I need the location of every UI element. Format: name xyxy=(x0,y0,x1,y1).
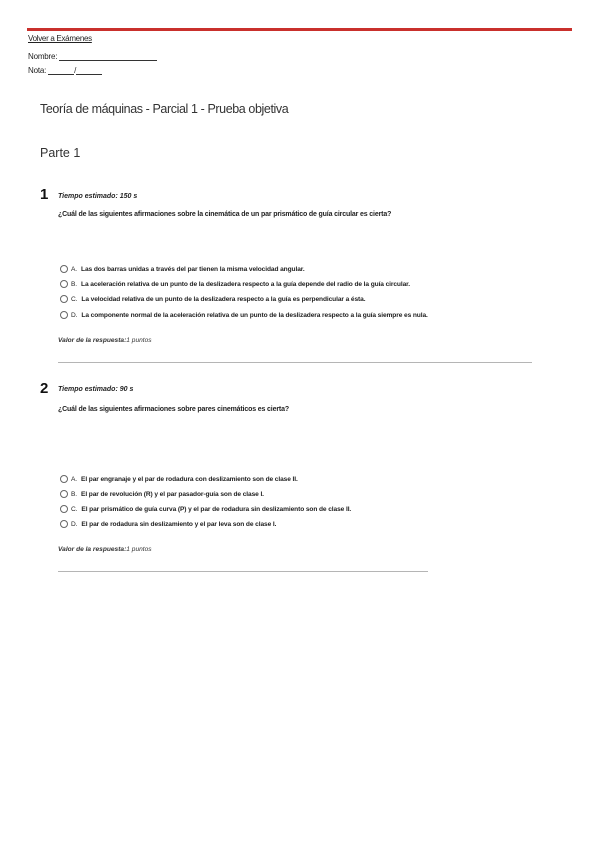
option-c[interactable] xyxy=(60,505,351,513)
question-text: ¿Cuál de las siguientes afirmaciones sobre pares cinemáticos es cierta? xyxy=(58,406,289,413)
question-number: 1 xyxy=(40,186,49,203)
option-b[interactable] xyxy=(60,280,410,288)
value-points: 1 puntos xyxy=(126,337,152,344)
option-letter: C. xyxy=(71,295,78,303)
grade-label: Nota: xyxy=(28,66,47,75)
option-text: Las dos barras unidas a través del par tienen la misma velocidad angular. xyxy=(81,265,305,273)
radio-button[interactable] xyxy=(60,490,68,498)
radio-button[interactable] xyxy=(60,280,68,288)
radio-button[interactable] xyxy=(60,475,68,483)
value-label: Valor de la respuesta: xyxy=(58,546,127,553)
radio-button[interactable] xyxy=(60,295,68,303)
radio-button[interactable] xyxy=(60,505,68,513)
question-text: ¿Cuál de las siguientes afirmaciones sobre la cinemática de un par prismático de guía circular es cierta? xyxy=(58,211,392,218)
question-time: Tiempo estimado: 90 s xyxy=(58,386,134,393)
option-letter: D. xyxy=(71,520,78,528)
value-label: Valor de la respuesta: xyxy=(58,337,127,344)
option-c[interactable] xyxy=(60,295,365,303)
value-points: 1 puntos xyxy=(126,546,152,553)
part-heading: Parte 1 xyxy=(40,146,81,160)
option-text: El par engranaje y el par de rodadura con deslizamiento son de clase II. xyxy=(81,475,298,483)
name-blank[interactable] xyxy=(59,52,157,61)
back-to-exams-link[interactable]: Volver a Exámenes xyxy=(28,34,92,43)
name-label: Nombre: xyxy=(28,52,58,61)
option-text: La velocidad relativa de un punto de la deslizadera respecto a la guía es perpendicular a ésta. xyxy=(81,295,366,303)
grade-field: Nota: / xyxy=(28,66,102,75)
name-field xyxy=(28,52,157,61)
option-d[interactable] xyxy=(60,311,428,319)
option-b[interactable] xyxy=(60,490,264,498)
option-letter: A. xyxy=(71,475,78,483)
option-a[interactable] xyxy=(60,265,305,273)
radio-button[interactable] xyxy=(60,265,68,273)
question-time: Tiempo estimado: 150 s xyxy=(58,193,138,200)
option-letter: C. xyxy=(71,505,78,513)
radio-button[interactable] xyxy=(60,311,68,319)
question-separator xyxy=(58,362,532,363)
option-text: La componente normal de la aceleración relativa de un punto de la deslizadera respecto a la guía siempre es nula. xyxy=(81,311,428,319)
answer-value xyxy=(58,337,152,344)
grade-blank[interactable] xyxy=(48,66,74,75)
exam-title: Teoría de máquinas - Parcial 1 - Prueba objetiva xyxy=(40,102,289,116)
option-a[interactable] xyxy=(60,475,298,483)
option-text: El par de revolución (R) y el par pasador-guía son de clase I. xyxy=(81,490,264,498)
option-text: El par prismático de guía curva (P) y el par de rodadura sin deslizamiento son de clase II. xyxy=(81,505,352,513)
option-text: El par de rodadura sin deslizamiento y el par leva son de clase I. xyxy=(81,520,277,528)
option-letter: A. xyxy=(71,265,78,273)
option-letter: B. xyxy=(71,280,78,288)
option-d[interactable] xyxy=(60,520,276,528)
question-number: 2 xyxy=(40,380,49,397)
grade-total-blank[interactable] xyxy=(76,66,102,75)
top-accent-bar xyxy=(27,28,572,31)
radio-button[interactable] xyxy=(60,520,68,528)
answer-value xyxy=(58,546,152,553)
option-text: La aceleración relativa de un punto de la deslizadera respecto a la guía depende del radio de la guía circular. xyxy=(81,280,410,288)
option-letter: B. xyxy=(71,490,78,498)
question-separator xyxy=(58,571,428,572)
option-letter: D. xyxy=(71,311,78,319)
